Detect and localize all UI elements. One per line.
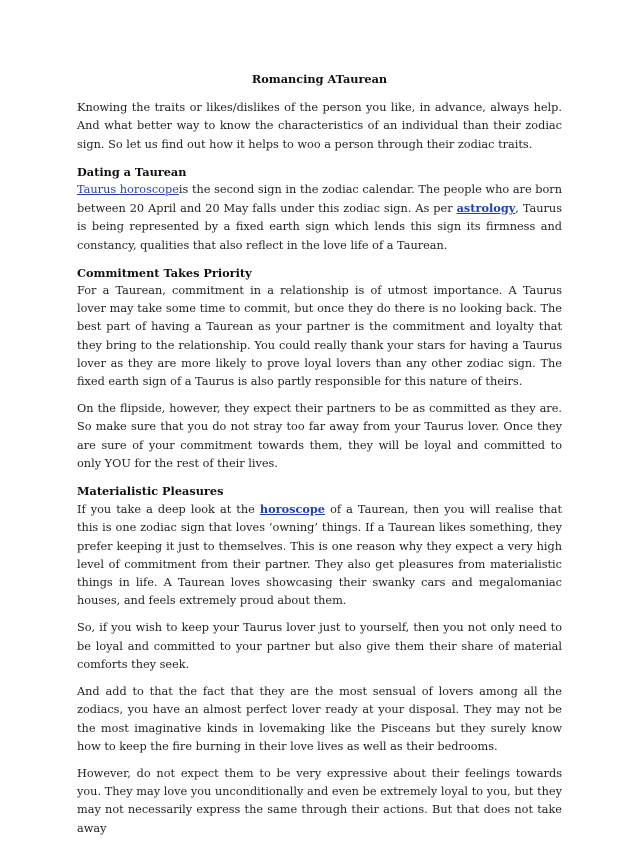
dating-text-b: , Taurus is being represented by a fixed earth sign which lends this sign its firmness and constancy, qualities that also reflect in the love life of a Taurean. <box>77 202 563 252</box>
document-page <box>77 70 562 847</box>
taurus-horoscope-link[interactable]: Taurus horoscope <box>77 183 179 197</box>
dating-paragraph <box>77 181 562 255</box>
materialistic-text-b: of a Taurean, then you will realise that this is one zodiac sign that loves ‘owning’ things. If a Taurean likes something, they prefer keeping it just to themselves. This is one reason why they expect a very high level of commitment from their partner. They also get pleasures from materialistic things in life. A Taurean loves showcasing their swanky cars and megalomaniac houses, and feels extremely proud about them. <box>77 503 563 608</box>
section-heading-materialistic: Materialistic Pleasures <box>77 484 224 499</box>
intro-paragraph: Knowing the traits or likes/dislikes of the person you like, in advance, always help. And what better way to know the characteristics of an individual than their zodiac sign. So let us find out how it helps to woo a person through their zodiac traits. <box>77 101 562 151</box>
materialistic-paragraph-1 <box>77 500 562 610</box>
materialistic-paragraph-4: However, do not expect them to be very expressive about their feelings towards you. They may love you unconditionally and even be extremely loyal to you, but they may not necessarily express the same through their actions. But that does not take away <box>77 766 562 835</box>
materialistic-text-a: If you take a deep look at the <box>77 503 260 517</box>
horoscope-link[interactable]: horoscope <box>259 502 325 517</box>
section-heading-dating: Dating a Taurean <box>77 164 187 179</box>
materialistic-paragraph-3: And add to that the fact that they are the most sensual of lovers among all the zodiacs, you have an almost perfect lover ready at your disposal. They may not be the most imaginative kinds in lovemaking like the Pisceans but they surely know how to keep the fire burning in their love lives as well as their bedrooms. <box>77 685 562 753</box>
commitment-paragraph-1: For a Taurean, commitment in a relationship is of utmost importance. A Taurus lover may take some time to commit, but once they do there is no looking back. The best part of having a Taurean as your partner is the commitment and loyalty that they bring to the relationship. You could really thank your stars for having a Taurus lover as they are more likely to prove loyal lovers than any other zodiac sign. The fixed earth sign of a Taurus is also partly responsible for this nature of theirs. <box>77 284 562 389</box>
section-heading-commitment: Commitment Takes Priority <box>77 265 252 280</box>
dating-text-a: is the second sign in the zodiac calendar. The people who are born between 20 April and 20 May falls under this zodiac sign. As per <box>77 183 562 216</box>
commitment-paragraph-2: On the flipside, however, they expect their partners to be as committed as they are. So make sure that you do not stray too far away from your Taurus lover. Once they are sure of your commitment towards them, they will be loyal and committed to only YOU for the rest of their lives. <box>77 402 562 470</box>
materialistic-paragraph-2: So, if you wish to keep your Taurus lover just to yourself, then you not only need to be loyal and committed to your partner but also give them their share of material comforts they seek. <box>77 621 562 671</box>
astrology-link[interactable]: astrology <box>456 201 516 216</box>
page-title: Romancing ATaurean <box>251 72 388 86</box>
